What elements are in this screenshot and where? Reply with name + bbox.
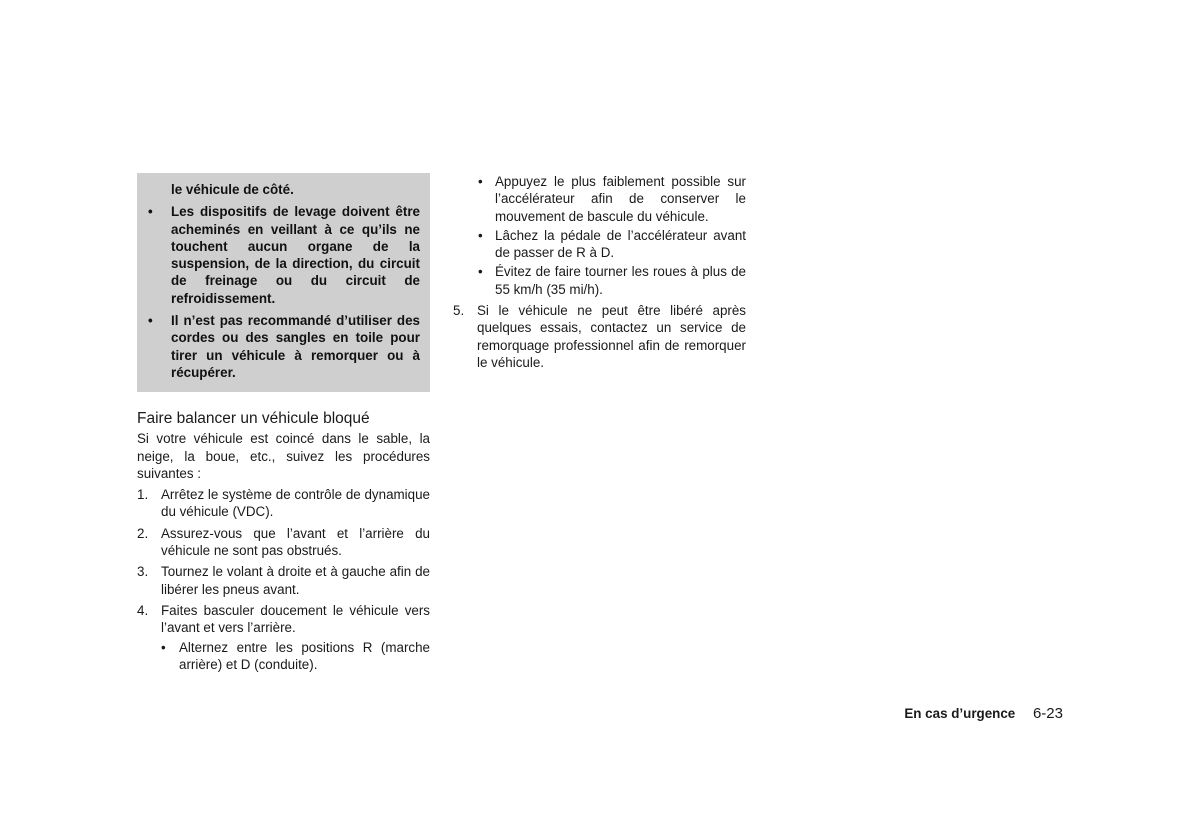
step-number: 2. (137, 525, 149, 541)
warning-item-text: Il n’est pas recommandé d’utiliser des cordes ou des sangles en toile pour tirer un véhicule à remorquer ou à récupérer. (171, 313, 420, 380)
bullet-icon: • (148, 204, 153, 220)
bullet-icon: • (478, 174, 483, 189)
step-4-sub-bullet (161, 639, 430, 674)
step-5 (453, 302, 746, 371)
step-text: Arrêtez le système de contrôle de dynamique du véhicule (VDC). (161, 487, 430, 520)
step-2 (137, 525, 430, 560)
left-column (137, 173, 430, 673)
step-4 (137, 602, 430, 673)
right-bullet (453, 173, 746, 225)
bullet-icon: • (478, 264, 483, 280)
bullet-icon: • (148, 313, 153, 329)
right-bullet (453, 263, 746, 298)
step-1 (137, 486, 430, 521)
step-text: Faites basculer doucement le véhicule vers l’avant et vers l’arrière. (161, 602, 430, 636)
warning-continuation: le véhicule de côté. (171, 182, 294, 197)
sub-bullet-text: Alternez entre les positions R (marche arrière) et D (conduite). (179, 639, 430, 672)
footer-section-title: En cas d’urgence (904, 706, 1016, 721)
step-text: Assurez-vous que l’avant et l’arrière du véhicule ne sont pas obstrués. (161, 525, 430, 559)
step-number: 5. (453, 303, 465, 319)
right-bullet (453, 227, 746, 262)
step-number: 3. (137, 564, 149, 580)
right-bullet-text: Évitez de faire tourner les roues à plus de 55 km/h (35 mi/h). (495, 264, 746, 297)
step-number: 4. (137, 602, 149, 618)
warning-item-text: Les dispositifs de levage doivent être acheminés en veillant à ce qu’ils ne touchent aucun organe de la suspension, de la direction, du circuit de freinage ou du circuit de refroidissement. (171, 204, 420, 306)
right-bullet-text: Lâchez la pédale de l’accélérateur avant de passer de R à D. (495, 227, 746, 261)
warning-item (147, 312, 420, 381)
step-text: Si le véhicule ne peut être libéré après quelques essais, contactez un service de remorquage professionnel afin de remorquer le véhicule. (477, 303, 746, 370)
section-heading: Faire balancer un véhicule bloqué (137, 410, 370, 428)
step-text: Tournez le volant à droite et à gauche afin de libérer les pneus avant. (161, 564, 430, 597)
step-3 (137, 563, 430, 598)
right-bullet-text: Appuyez le plus faiblement possible sur l’accélérateur afin de conserver le mouvement de bascule du véhicule. (495, 174, 746, 224)
bullet-icon: • (478, 227, 483, 243)
section-intro: Si votre véhicule est coincé dans le sable, la neige, la boue, etc., suivez les procédures suivantes : (137, 431, 430, 481)
page-number: 6-23 (1032, 705, 1063, 722)
warning-box (137, 173, 430, 392)
bullet-icon: • (161, 639, 166, 655)
warning-item (147, 203, 420, 307)
right-column (453, 173, 746, 371)
page-footer (904, 705, 1063, 723)
step-number: 1. (137, 487, 149, 503)
